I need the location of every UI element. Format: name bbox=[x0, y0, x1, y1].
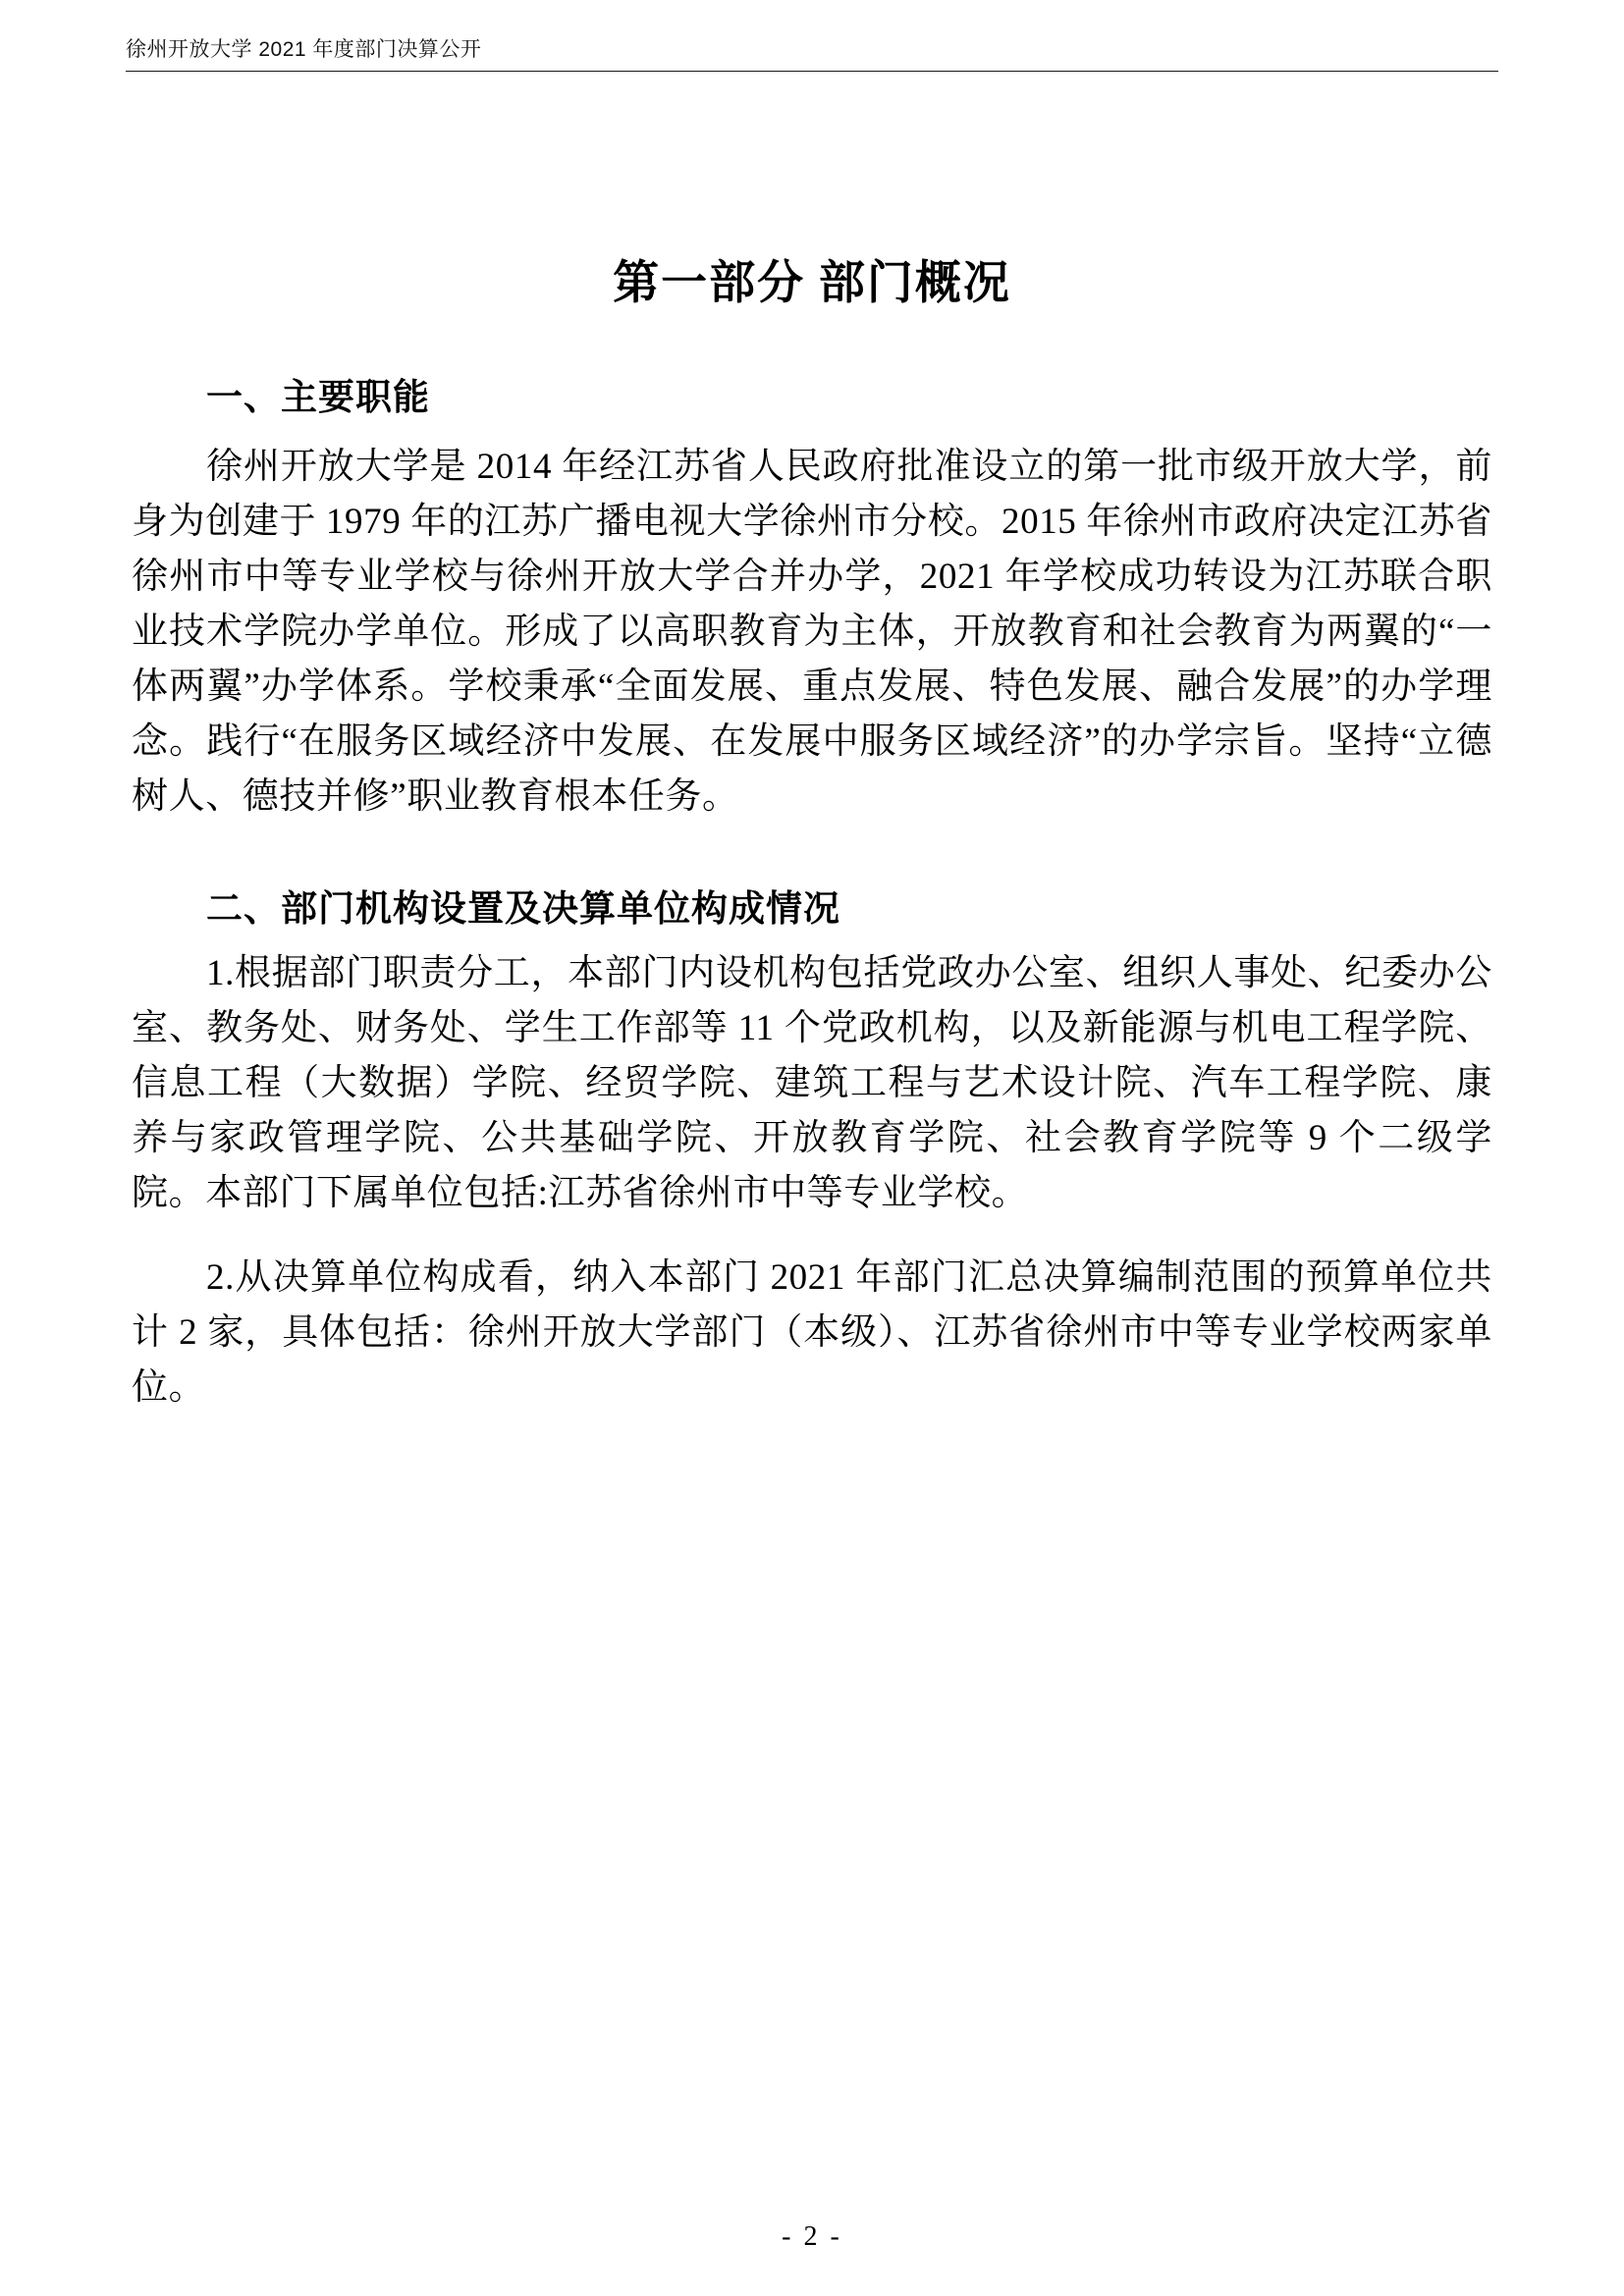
document-body bbox=[132, 157, 1492, 1415]
header-divider bbox=[126, 71, 1498, 72]
paragraph-settlement-units: 2.从决算单位构成看，纳入本部门 2021 年部门汇总决算编制范围的预算单位共计 2 家，具体包括：徐州开放大学部门（本级）、江苏省徐州市中等专业学校两家单位。 bbox=[132, 1256, 1492, 1408]
section-heading-org-structure: 二、部门机构设置及决算单位构成情况 bbox=[206, 888, 840, 930]
running-header-text: 徐州开放大学 2021 年度部门决算公开 bbox=[126, 38, 482, 61]
running-header bbox=[126, 33, 1498, 75]
page-footer bbox=[0, 2221, 1624, 2253]
page-title: 第一部分 部门概况 bbox=[613, 258, 1011, 309]
section-heading-main-functions: 一、主要职能 bbox=[206, 376, 430, 417]
paragraph-internal-organs: 1.根据部门职责分工，本部门内设机构包括党政办公室、组织人事处、纪委办公室、教务处、财务处、学生工作部等 11 个党政机构，以及新能源与机电工程学院、信息工程（大数据）学院、经贸学院、建筑工程与艺术设计院、汽车工程学院、康养与家政管理学院、公共基础学院、开放教育学院、社会教育学院等 9 个二级学院。本部门下属单位包括:江苏省徐州市中等专业学校。 bbox=[132, 952, 1492, 1213]
paragraph-main-functions: 徐州开放大学是 2014 年经江苏省人民政府批准设立的第一批市级开放大学，前身为创建于 1979 年的江苏广播电视大学徐州市分校。2015 年徐州市政府决定江苏省徐州市中等专业学校与徐州开放大学合并办学，2021 年学校成功转设为江苏联合职业技术学院办学单位。形成了以高职教育为主体，开放教育和社会教育为两翼的“一体两翼”办学体系。学校秉承“全面发展、重点发展、特色发展、融合发展”的办学理念。践行“在服务区域经济中发展、在发展中服务区域经济”的办学宗旨。坚持“立德树人、德技并修”职业教育根本任务。 bbox=[132, 447, 1492, 818]
page-number: - 2 - bbox=[782, 2221, 842, 2252]
